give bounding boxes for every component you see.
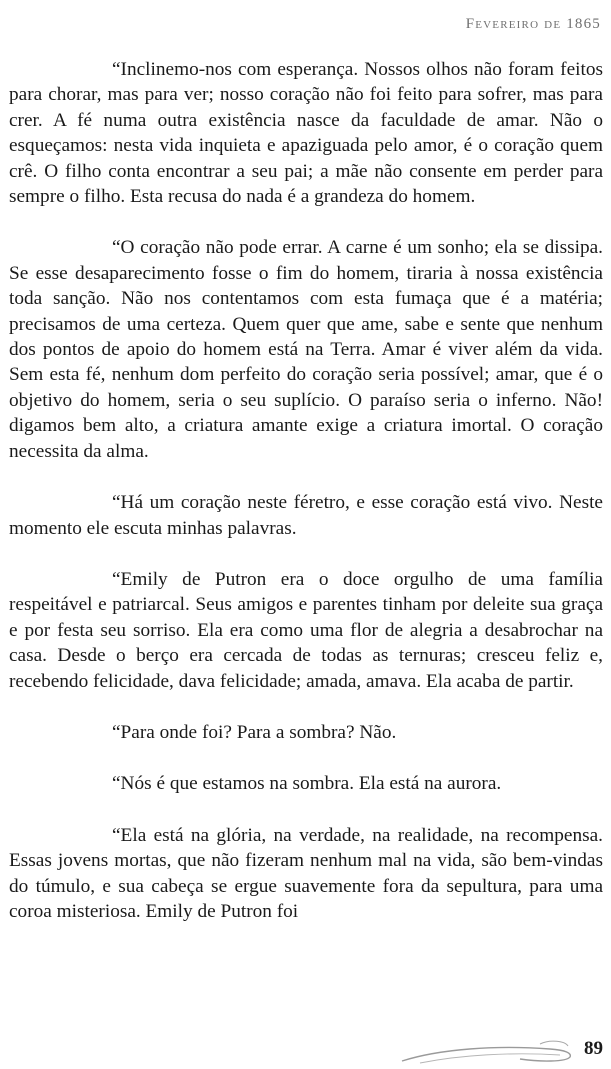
page-footer [0, 1029, 611, 1069]
page-number: 89 [584, 1038, 603, 1059]
paragraph: “Há um coração neste féretro, e esse coração está vivo. Neste momento ele escuta minhas palavras. [9, 492, 603, 539]
paragraph: “Ela está na glória, na verdade, na realidade, na recompensa. Essas jovens mortas, que não fizeram nenhum mal na vida, são bem-vindas do túmulo, e sua cabeça se ergue suavemente fora da sepultura, para uma coroa misteriosa. Emily de Putron foi [9, 824, 603, 922]
paragraph: “Inclinemo-nos com esperança. Nossos olhos não foram feitos para chorar, mas para ver; nosso coração não foi feito para sofrer, mas para crer. A fé numa outra existência nasce da faculdade de amar. Não o esqueçamos: nesta vida inquieta e apaziguada pelo amor, é o coração quem crê. O filho conta encontrar a seu pai; a mãe não consente em perder para sempre o filho. Esta recusa do nada é a grandeza do homem. [9, 59, 603, 208]
paragraph: “O coração não pode errar. A carne é um sonho; ela se dissipa. Se esse desaparecimento fosse o fim do homem, tiraria à nossa existência toda sanção. Não nos contentamos com esta fumaça que é a matéria; precisamos de uma certeza. Quem quer que ame, sabe e sente que nenhum dos pontos de apoio do homem está na Terra. Amar é viver além da vida. Sem esta fé, nenhum dom perfeito do coração seria possível; amar, que é o objetivo do homem, seria o seu suplício. O paraíso seria o inferno. Não! digamos bem alto, a criatura amante exige a criatura imortal. O coração necessita da alma. [9, 237, 603, 462]
paragraph: “Para onde foi? Para a sombra? Não. [112, 721, 397, 743]
page-body [9, 57, 603, 950]
running-header: Fevereiro de 1865 [465, 16, 601, 32]
swash-ornament-icon [400, 1035, 575, 1067]
paragraph: “Nós é que estamos na sombra. Ela está na aurora. [112, 773, 502, 795]
paragraph: “Emily de Putron era o doce orgulho de uma família respeitável e patriarcal. Seus amigos e parentes tinham por deleite sua graça e por festa seu sorriso. Ela era como uma flor de alegria a desabrochar na casa. Desde o berço era cercada de todas as ternuras; cresceu feliz e, recebendo felicidade, dava felicidade; amada, amava. Ela acaba de partir. [9, 568, 603, 692]
